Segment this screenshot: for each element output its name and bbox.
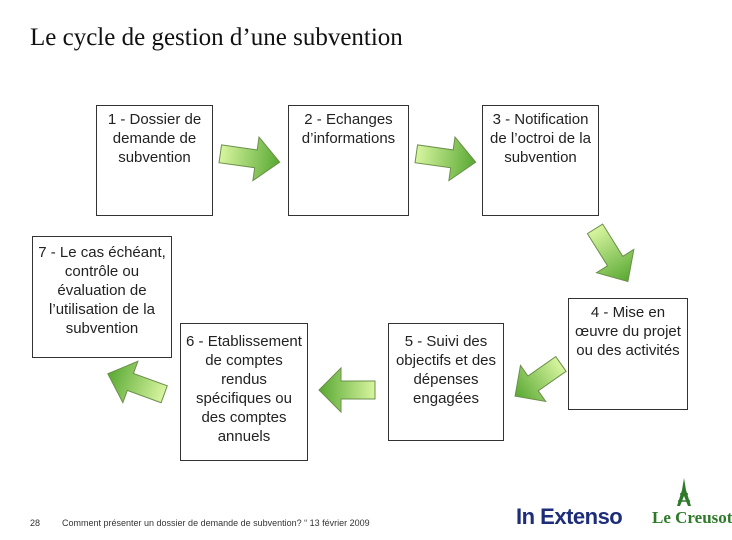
page-title: Le cycle de gestion d’une subvention xyxy=(30,24,403,51)
arrow-6-to-7 xyxy=(100,353,171,415)
step-4-label: 4 - Mise en œuvre du projet ou des activités xyxy=(575,304,681,359)
arrow-2-to-3 xyxy=(413,132,479,184)
step-6-label: 6 - Etablissement de comptes rendus spécifiques ou des comptes annuels xyxy=(186,333,302,445)
step-1-label: 1 - Dossier de demande de subvention xyxy=(107,111,202,166)
arrow-5-to-6 xyxy=(319,368,375,412)
arrow-4-to-5 xyxy=(502,346,573,414)
step-5-label: 5 - Suivi des objectifs et des dépenses engagées xyxy=(395,333,497,407)
arrow-1-to-2 xyxy=(217,132,283,184)
arrow-3-to-4 xyxy=(576,217,646,293)
inextenso-logo: In Extenso xyxy=(516,504,623,529)
step-3-label: 3 - Notification de l’octroi de la subvention xyxy=(490,111,591,166)
lecreusot-logo: Le Creusot xyxy=(652,508,732,527)
step-2-label: 2 - Echanges d’informations xyxy=(301,111,396,147)
footer-caption: Comment présenter un dossier de demande de subvention? “ 13 février 2009 xyxy=(62,518,370,528)
page-number: 28 xyxy=(30,518,41,528)
eiffel-tower-icon xyxy=(672,476,696,512)
step-7-label: 7 - Le cas échéant, contrôle ou évaluation de l’utilisation de la subvention xyxy=(38,244,166,337)
